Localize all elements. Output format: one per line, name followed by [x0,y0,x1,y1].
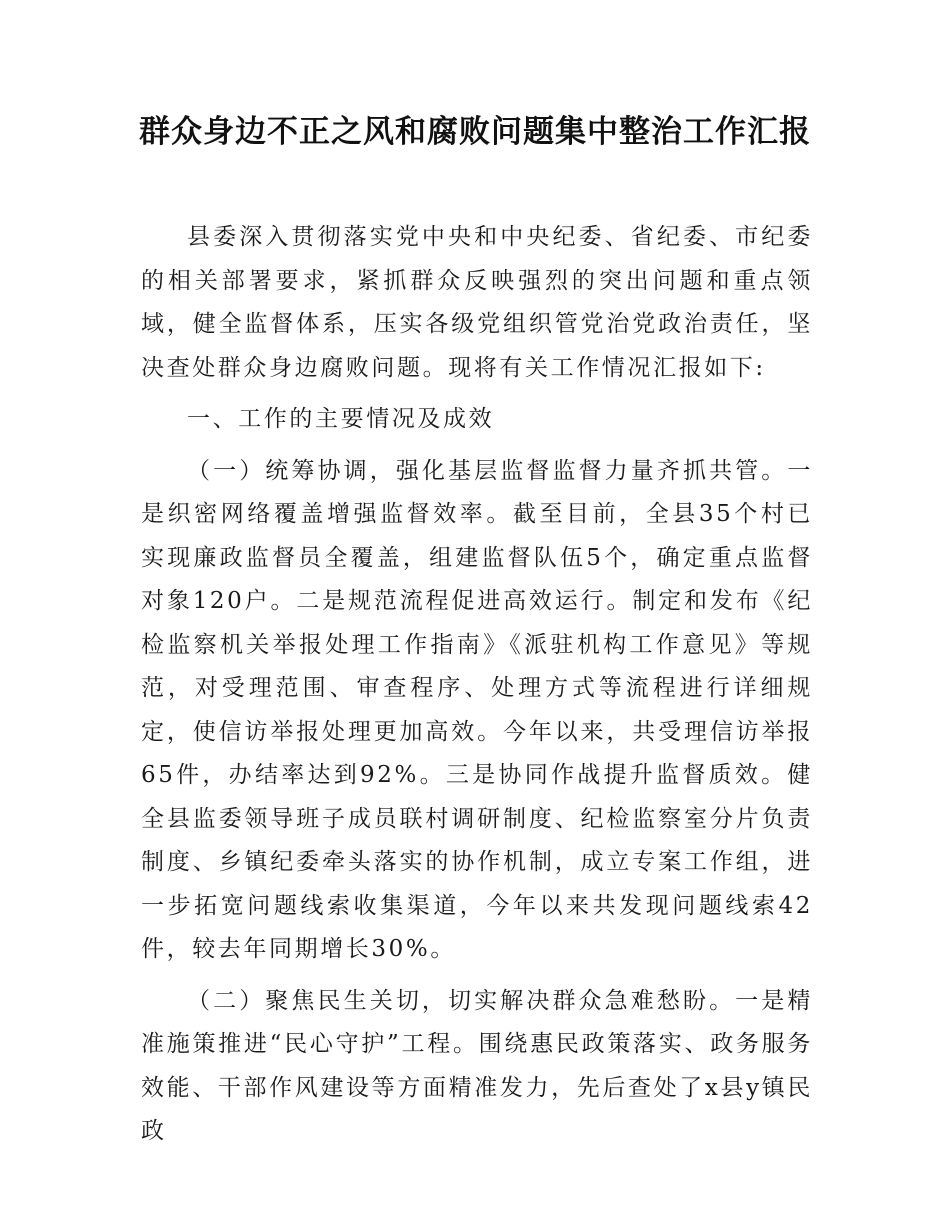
document-body [141,216,813,1154]
body-paragraph: （一）统筹协调，强化基层监督监督力量齐抓共管。一是织密网络覆盖增强监督效率。截至目前，全县35个村已实现廉政监督员全覆盖，组建监督队伍5个，确定重点监督对象120户。二是规范流程促进高效运行。制定和发布《纪检监察机关举报处理工作指南》《派驻机构工作意见》等规范，对受理范围、审查程序、处理方式等流程进行详细规定，使信访举报处理更加高效。今年以来，共受理信访举报65件，办结率达到92%。三是协同作战提升监督质效。健全县监委领导班子成员联村调研制度、纪检监察室分片负责制度、乡镇纪委牵头落实的协作机制，成立专案工作组，进一步拓宽问题线索收集渠道，今年以来共发现问题线索42件，较去年同期增长30%。 [141,457,813,962]
document-title: 群众身边不正之风和腐败问题集中整治工作汇报 [139,114,811,150]
section-heading: 一、工作的主要情况及成效 [187,406,495,432]
intro-paragraph: 县委深入贯彻落实党中央和中央纪委、省纪委、市纪委的相关部署要求，紧抓群众反映强烈的突出问题和重点领域，健全监督体系，压实各级党组织管党治党政治责任，坚决查处群众身边腐败问题。现将有关工作情况汇报如下: [141,224,813,381]
body-paragraph: （二）聚焦民生关切，切实解决群众急难愁盼。一是精准施策推进“民心守护”工程。围绕惠民政策落实、政务服务效能、干部作风建设等方面精准发力，先后查处了x县y镇民政 [141,987,813,1144]
